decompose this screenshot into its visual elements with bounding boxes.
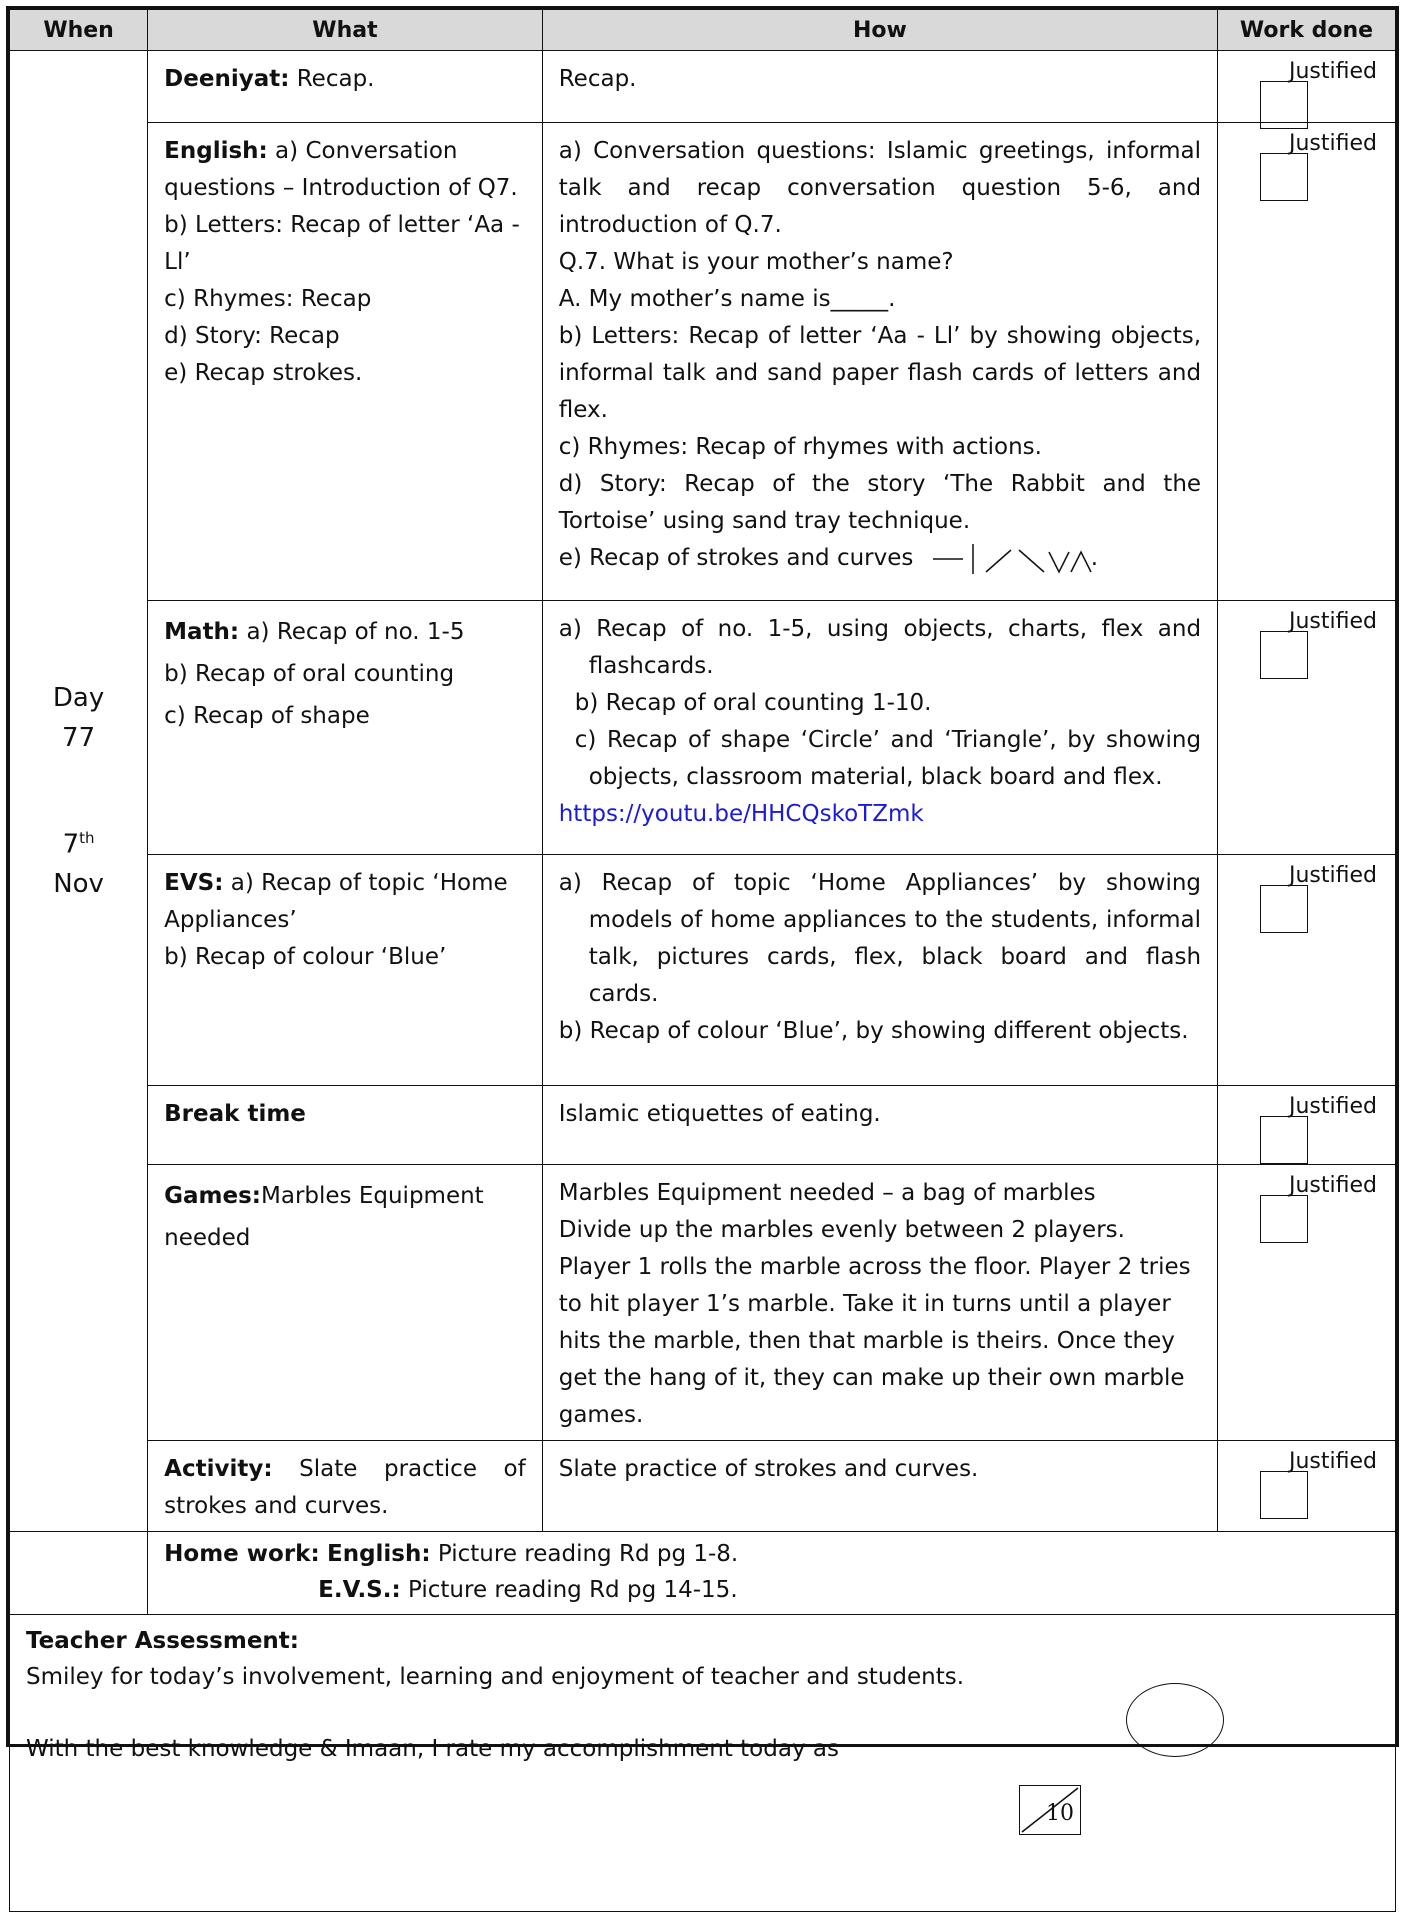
- row-english: [10, 123, 1396, 601]
- evs-what: EVS: a) Recap of topic ‘Home Appliances’ b) Recap of colour ‘Blue’: [164, 870, 508, 970]
- checkbox[interactable]: [1260, 1195, 1308, 1243]
- lesson-plan-table: [9, 9, 1396, 1912]
- assessment-line1: Smiley for today’s involvement, learning and enjoyment of teacher and students.: [26, 1664, 965, 1690]
- homework: Home work: English: Picture reading Rd pg 1-8. E.V.S.: Picture reading Rd pg 14-15.: [164, 1541, 739, 1603]
- games-work-done: [1218, 1165, 1396, 1441]
- activity-work-done: [1218, 1441, 1396, 1532]
- date: 7th: [62, 828, 95, 860]
- row-evs: [10, 855, 1396, 1086]
- english-work-done: [1218, 123, 1396, 601]
- row-math: [10, 601, 1396, 855]
- header-when: When: [10, 10, 148, 51]
- day-label: Day: [52, 682, 105, 713]
- evs-work-done: [1218, 855, 1396, 1086]
- deeniyat-work-done: [1218, 51, 1396, 123]
- deeniyat-what: Deeniyat: Recap.: [164, 66, 375, 92]
- english-how: a) Conversation questions: Islamic greetings, informal talk and recap conversation question 5-6, and introduction of Q.7. Q.7. What is your mother’s name? A. My mother’s name is_____. b) Letters: Recap of letter ‘Aa - Ll’ by showing objects, informal talk and sand paper flash cards of letters and flex. c) Rhymes: Recap of rhymes with actions. d) Story: Recap of the story ‘The Rabbit and the Tortoise’ using sand tray technique. e) Recap of strokes and curves .: [543, 123, 1217, 583]
- assessment-line2: With the best knowledge & Imaan, I rate my accomplishment today as: [26, 1736, 839, 1762]
- when-cell: [10, 51, 148, 1532]
- justified-label: Justified: [1289, 1094, 1377, 1119]
- justified-label: Justified: [1289, 131, 1377, 156]
- row-deeniyat: [10, 51, 1396, 123]
- rating-box[interactable]: [1019, 1785, 1081, 1835]
- video-link[interactable]: https://youtu.be/HHCQskoTZmk: [558, 801, 924, 827]
- lesson-plan-page: [6, 6, 1399, 1826]
- smiley-oval[interactable]: [1126, 1683, 1224, 1757]
- justified-label: Justified: [1289, 59, 1377, 84]
- row-activity: [10, 1441, 1396, 1532]
- justified-label: Justified: [1289, 609, 1377, 634]
- header-row: [10, 10, 1396, 51]
- day-number: 77: [62, 722, 96, 753]
- games-what: Games:Marbles Equipment needed: [164, 1183, 484, 1251]
- break-how: Islamic etiquettes of eating.: [558, 1101, 881, 1127]
- justified-label: Justified: [1289, 1449, 1377, 1474]
- row-break: [10, 1086, 1396, 1165]
- activity-how: Slate practice of strokes and curves.: [558, 1456, 979, 1482]
- checkbox[interactable]: [1260, 1471, 1308, 1519]
- strokes-and-curves-icon: [921, 542, 1091, 576]
- checkbox[interactable]: [1260, 631, 1308, 679]
- row-homework: [10, 1532, 1396, 1615]
- checkbox[interactable]: [1260, 153, 1308, 201]
- math-how: a) Recap of no. 1-5, using objects, charts, flex and flashcards. b) Recap of oral counting 1-10. c) Recap of shape ‘Circle’ and ‘Triangle’, by showing objects, classroom material, black board and flex. https://youtu.be/HHCQskoTZmk: [558, 616, 1202, 827]
- evs-how: a) Recap of topic ‘Home Appliances’ by showing models of home appliances to the students, informal talk, pictures cards, flex, black board and flash cards. b) Recap of colour ‘Blue’, by showing different objects.: [558, 870, 1202, 1044]
- justified-label: Justified: [1289, 1173, 1377, 1198]
- rating-out-of: 10: [1046, 1801, 1074, 1826]
- month: Nov: [53, 869, 104, 900]
- assessment-label: Teacher Assessment:: [26, 1628, 300, 1654]
- row-games: [10, 1165, 1396, 1441]
- break-work-done: [1218, 1086, 1396, 1165]
- header-how: How: [542, 10, 1217, 51]
- math-work-done: [1218, 601, 1396, 855]
- header-work-done: Work done: [1218, 10, 1396, 51]
- deeniyat-how: Recap.: [558, 66, 637, 92]
- header-what: What: [148, 10, 543, 51]
- activity-what: Activity: Slate practice of strokes and curves.: [164, 1456, 526, 1519]
- checkbox[interactable]: [1260, 885, 1308, 933]
- games-how: Marbles Equipment needed – a bag of marbles Divide up the marbles evenly between 2 players. Player 1 rolls the marble across the floor. Player 2 tries to hit player 1’s marble. Take it in turns until a player hits the marble, then that marble is theirs. Once they get the hang of it, they can make up their own marble games.: [558, 1180, 1191, 1428]
- break-what: Break time: [164, 1101, 306, 1127]
- row-assessment: [10, 1615, 1396, 1912]
- checkbox[interactable]: [1260, 1116, 1308, 1164]
- english-what: English: a) Conversation questions – Introduction of Q7. b) Letters: Recap of letter ‘Aa - Ll’ c) Rhymes: Recap d) Story: Recap e) Recap strokes.: [164, 138, 520, 386]
- teacher-assessment: [10, 1615, 1395, 1911]
- math-what: Math: a) Recap of no. 1-5 b) Recap of oral counting c) Recap of shape: [164, 619, 465, 729]
- justified-label: Justified: [1289, 863, 1377, 888]
